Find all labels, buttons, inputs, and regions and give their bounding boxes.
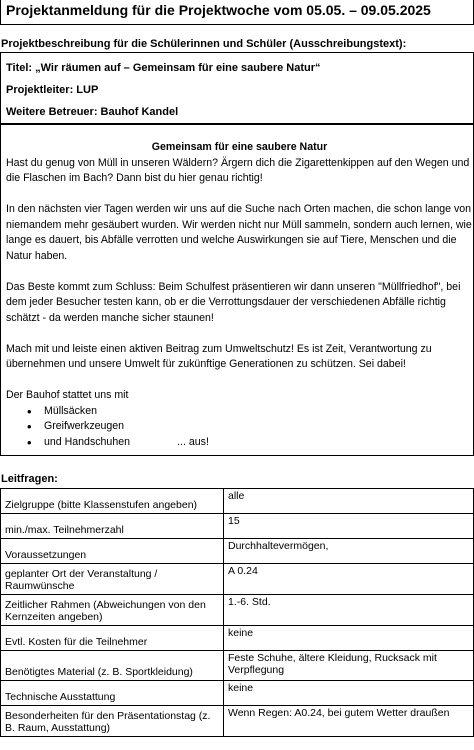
paragraph-3: Das Beste kommt zum Schluss: Beim Schulfest präsentieren wir dann unseren "Müllfriedhof", bei dem jeder Besucher testen kann, ob er die Verrottungsdauer der verschiedenen Abfälle richtig schätzt - da werden manche sicher staunen! [6,280,461,324]
equipment-list [6,404,473,451]
project-title: Titel: „Wir räumen auf – Gemeinsam für eine saubere Natur“ [6,62,321,74]
row-value: Wenn Regen: A0.24, bei gutem Wetter draußen [224,706,474,737]
table-row [1,595,474,626]
leitfragen-table [0,488,474,737]
table-row [1,564,474,595]
row-label: Besonderheiten für den Präsentationstag (z. B. Raum, Ausstattung) [1,706,224,737]
list-item: • Greifwerkzeugen [6,419,473,435]
row-value: 15 [224,514,474,539]
meta-box [0,52,474,125]
list-item: • und Handschuhen ... aus! [6,435,473,451]
description-box [0,123,474,456]
row-label: Zielgruppe (bitte Klassenstufen angeben) [1,489,224,514]
row-value: keine [224,681,474,706]
row-value: A 0.24 [224,564,474,595]
table-row [1,651,474,681]
list-intro: Der Bauhof stattet uns mit [6,389,129,401]
project-supervisors: Weitere Betreuer: Bauhof Kandel [6,106,179,118]
table-row [1,706,474,737]
page-title: Projektanmeldung für die Projektwoche vom 05.05. – 09.05.2025 [6,2,431,18]
table-row [1,489,474,514]
row-label: Zeitlicher Rahmen (Abweichungen von den Kernzeiten angeben) [1,595,224,626]
row-value: keine [224,626,474,651]
row-value: Feste Schuhe, ältere Kleidung, Rucksack mit Verpflegung [224,651,474,681]
paragraph-2: In den nächsten vier Tagen werden wir uns auf die Suche nach Orten machen, die schon lange von niemandem mehr gesäubert wurden. Wir werden nicht nur Müll sammeln, sondern auch lernen, wie lange es dauert, bis Abfälle verrotten und welche Auswirkungen sie auf Tiere, Menschen und die Natur haben. [6,203,472,262]
table-row [1,626,474,651]
row-label: Benötigtes Material (z. B. Sportkleidung) [1,651,224,681]
row-label: min./max. Teilnehmerzahl [1,514,224,539]
row-value: 1.-6. Std. [224,595,474,626]
project-leader: Projektleiter: LUP [6,84,99,96]
description-heading: Gemeinsam für eine saubere Natur [151,141,328,153]
description-text [1,124,473,450]
leitfragen-label: Leitfragen: [1,473,58,485]
row-label: Evtl. Kosten für die Teilnehmer [1,626,224,651]
table-row [1,539,474,564]
table-row [1,681,474,706]
list-item: • Müllsäcken [6,404,473,420]
paragraph-1: Hast du genug von Müll in unseren Wäldern? Ärgern dich die Zigarettenkippen auf den Wegen und die Flaschen im Bach? Dann bist du hier genau richtig! [6,156,470,184]
row-label: Voraussetzungen [1,539,224,564]
title-box [0,0,474,25]
row-label: geplanter Ort der Veranstaltung / Raumwünsche [1,564,224,595]
row-value: alle [224,489,474,514]
description-label: Projektbeschreibung für die Schülerinnen und Schüler (Ausschreibungstext): [1,38,407,50]
row-label: Technische Ausstattung [1,681,224,706]
paragraph-4: Mach mit und leiste einen aktiven Beitrag zum Umweltschutz! Es ist Zeit, Verantwortung zu übernehmen und unsere Umwelt für zukünftige Generationen zu schützen. Sei dabei! [6,342,432,370]
row-value: Durchhaltevermögen, [224,539,474,564]
table-row [1,514,474,539]
